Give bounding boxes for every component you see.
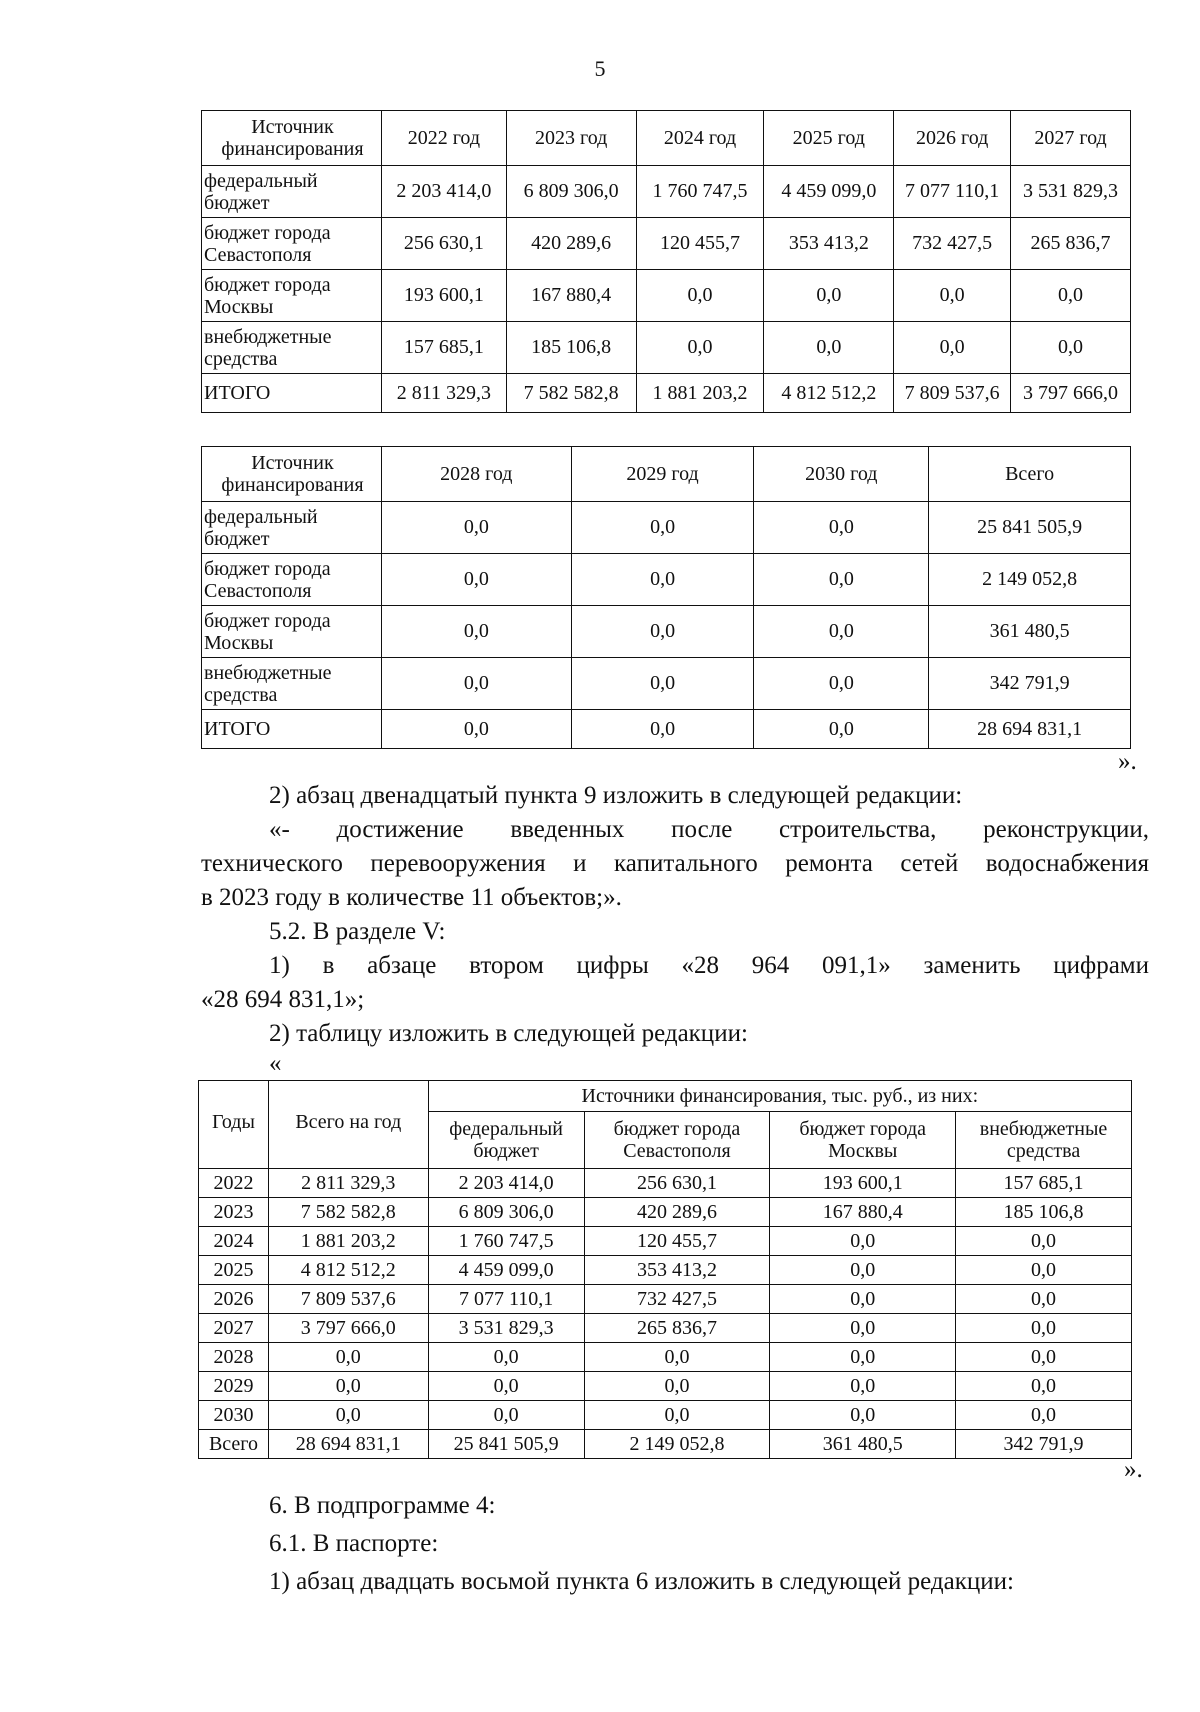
- table-total-row: [202, 710, 1131, 749]
- table-row: [202, 658, 1131, 710]
- value-cell: 0,0: [636, 322, 764, 374]
- value-cell: 193 600,1: [770, 1169, 956, 1198]
- table-row: [202, 166, 1131, 218]
- value-cell: 0,0: [571, 502, 754, 554]
- paragraph: технического перевооружения и капитального ремонта сетей водоснабжения: [201, 850, 1149, 877]
- table-header-row: [199, 1081, 1132, 1112]
- header-cell: 2023 год: [506, 111, 636, 166]
- value-cell: 3 797 666,0: [268, 1314, 428, 1343]
- table-row: [199, 1314, 1132, 1343]
- header-cell: федеральный бюджет: [428, 1112, 584, 1169]
- page-number: 5: [594, 56, 606, 81]
- section-heading: 6. В подпрограмме 4:: [269, 1492, 496, 1519]
- value-cell: 0,0: [770, 1227, 956, 1256]
- value-cell: 7 582 582,8: [506, 374, 636, 413]
- table-header-row: [202, 111, 1131, 166]
- header-cell: Источник финансирования: [202, 111, 382, 166]
- table-row: [199, 1227, 1132, 1256]
- value-cell: 2 149 052,8: [584, 1430, 770, 1459]
- value-cell: 157 685,1: [956, 1169, 1132, 1198]
- header-cell: Всего на год: [268, 1081, 428, 1169]
- header-cell: 2030 год: [754, 447, 929, 502]
- value-cell: 0,0: [764, 270, 894, 322]
- value-cell: 0,0: [956, 1372, 1132, 1401]
- year-cell: 2029: [199, 1372, 269, 1401]
- value-cell: 265 836,7: [584, 1314, 770, 1343]
- value-cell: 167 880,4: [506, 270, 636, 322]
- table-row: [199, 1401, 1132, 1430]
- paragraph: «- достижение введенных после строительства, реконструкции,: [269, 816, 1149, 843]
- value-cell: 25 841 505,9: [428, 1430, 584, 1459]
- value-cell: 193 600,1: [381, 270, 506, 322]
- value-cell: 157 685,1: [381, 322, 506, 374]
- value-cell: 0,0: [381, 554, 571, 606]
- source-cell: бюджет города Севастополя: [202, 554, 382, 606]
- table-row: [199, 1285, 1132, 1314]
- value-cell: 2 203 414,0: [428, 1169, 584, 1198]
- value-cell: 0,0: [571, 554, 754, 606]
- value-cell: 732 427,5: [894, 218, 1011, 270]
- source-cell: внебюджетные средства: [202, 322, 382, 374]
- value-cell: 120 455,7: [584, 1227, 770, 1256]
- table-row: [202, 554, 1131, 606]
- value-cell: 0,0: [571, 658, 754, 710]
- value-cell: 185 106,8: [956, 1198, 1132, 1227]
- value-cell: 0,0: [770, 1314, 956, 1343]
- financing-table-2022-2027: [201, 110, 1131, 413]
- value-cell: 1 760 747,5: [428, 1227, 584, 1256]
- value-cell: 7 809 537,6: [894, 374, 1011, 413]
- header-cell: Годы: [199, 1081, 269, 1169]
- section-heading: 6.1. В паспорте:: [269, 1530, 439, 1557]
- value-cell: 0,0: [754, 710, 929, 749]
- header-cell: внебюджетные средства: [956, 1112, 1132, 1169]
- table-row: [199, 1372, 1132, 1401]
- value-cell: 2 149 052,8: [929, 554, 1131, 606]
- header-cell: 2026 год: [894, 111, 1011, 166]
- value-cell: 0,0: [754, 502, 929, 554]
- year-cell: 2022: [199, 1169, 269, 1198]
- opening-quote: «: [269, 1050, 282, 1077]
- value-cell: 0,0: [754, 554, 929, 606]
- value-cell: 0,0: [956, 1401, 1132, 1430]
- source-cell: ИТОГО: [202, 374, 382, 413]
- closing-quote: ».: [1118, 748, 1137, 775]
- header-cell: 2024 год: [636, 111, 764, 166]
- value-cell: 0,0: [1011, 270, 1131, 322]
- value-cell: 0,0: [381, 606, 571, 658]
- value-cell: 0,0: [956, 1285, 1132, 1314]
- table-row: [199, 1169, 1132, 1198]
- value-cell: 185 106,8: [506, 322, 636, 374]
- year-cell: 2025: [199, 1256, 269, 1285]
- table-row: [199, 1256, 1132, 1285]
- value-cell: 2 811 329,3: [268, 1169, 428, 1198]
- value-cell: 0,0: [381, 710, 571, 749]
- value-cell: 4 812 512,2: [268, 1256, 428, 1285]
- value-cell: 342 791,9: [929, 658, 1131, 710]
- header-cell: 2027 год: [1011, 111, 1131, 166]
- table-row: [202, 502, 1131, 554]
- financing-table-2028-2030: [201, 446, 1131, 749]
- table-row: [202, 270, 1131, 322]
- value-cell: 256 630,1: [381, 218, 506, 270]
- header-cell: Источник финансирования: [202, 447, 382, 502]
- year-cell: 2024: [199, 1227, 269, 1256]
- value-cell: 7 809 537,6: [268, 1285, 428, 1314]
- source-cell: федеральный бюджет: [202, 502, 382, 554]
- year-cell: 2028: [199, 1343, 269, 1372]
- value-cell: 361 480,5: [929, 606, 1131, 658]
- header-cell: 2025 год: [764, 111, 894, 166]
- value-cell: 732 427,5: [584, 1285, 770, 1314]
- value-cell: 1 881 203,2: [268, 1227, 428, 1256]
- paragraph: в 2023 году в количестве 11 объектов;».: [201, 884, 622, 911]
- value-cell: 342 791,9: [956, 1430, 1132, 1459]
- value-cell: 0,0: [381, 502, 571, 554]
- header-cell: 2022 год: [381, 111, 506, 166]
- value-cell: 0,0: [571, 710, 754, 749]
- value-cell: 0,0: [770, 1256, 956, 1285]
- value-cell: 0,0: [770, 1285, 956, 1314]
- value-cell: 3 797 666,0: [1011, 374, 1131, 413]
- value-cell: 0,0: [754, 606, 929, 658]
- value-cell: 0,0: [428, 1372, 584, 1401]
- value-cell: 1 881 203,2: [636, 374, 764, 413]
- financing-by-year-table: [198, 1080, 1132, 1459]
- value-cell: 0,0: [1011, 322, 1131, 374]
- table-total-row: [199, 1430, 1132, 1459]
- paragraph: 2) таблицу изложить в следующей редакции:: [269, 1020, 748, 1047]
- value-cell: 3 531 829,3: [1011, 166, 1131, 218]
- source-cell: внебюджетные средства: [202, 658, 382, 710]
- value-cell: 0,0: [584, 1401, 770, 1430]
- value-cell: 0,0: [636, 270, 764, 322]
- value-cell: 2 811 329,3: [381, 374, 506, 413]
- value-cell: 25 841 505,9: [929, 502, 1131, 554]
- header-cell: бюджет города Москвы: [770, 1112, 956, 1169]
- value-cell: 420 289,6: [506, 218, 636, 270]
- value-cell: 28 694 831,1: [268, 1430, 428, 1459]
- table-row: [202, 606, 1131, 658]
- value-cell: 256 630,1: [584, 1169, 770, 1198]
- value-cell: 0,0: [956, 1256, 1132, 1285]
- table-row: [199, 1198, 1132, 1227]
- paragraph: «28 694 831,1»;: [201, 986, 365, 1013]
- value-cell: 0,0: [428, 1343, 584, 1372]
- closing-quote: ».: [1124, 1456, 1143, 1483]
- value-cell: 120 455,7: [636, 218, 764, 270]
- value-cell: 265 836,7: [1011, 218, 1131, 270]
- value-cell: 353 413,2: [764, 218, 894, 270]
- value-cell: 0,0: [956, 1227, 1132, 1256]
- value-cell: 0,0: [584, 1343, 770, 1372]
- value-cell: 4 459 099,0: [764, 166, 894, 218]
- value-cell: 4 459 099,0: [428, 1256, 584, 1285]
- value-cell: 0,0: [268, 1343, 428, 1372]
- value-cell: 2 203 414,0: [381, 166, 506, 218]
- value-cell: 7 077 110,1: [428, 1285, 584, 1314]
- source-cell: бюджет города Москвы: [202, 270, 382, 322]
- year-cell: Всего: [199, 1430, 269, 1459]
- value-cell: 0,0: [770, 1343, 956, 1372]
- table-row: [202, 218, 1131, 270]
- value-cell: 0,0: [956, 1343, 1132, 1372]
- value-cell: 0,0: [770, 1372, 956, 1401]
- value-cell: 0,0: [571, 606, 754, 658]
- year-cell: 2030: [199, 1401, 269, 1430]
- value-cell: 0,0: [268, 1401, 428, 1430]
- table-row: [202, 322, 1131, 374]
- value-cell: 0,0: [268, 1372, 428, 1401]
- value-cell: 361 480,5: [770, 1430, 956, 1459]
- header-cell: 2028 год: [381, 447, 571, 502]
- value-cell: 167 880,4: [770, 1198, 956, 1227]
- value-cell: 0,0: [770, 1401, 956, 1430]
- value-cell: 6 809 306,0: [506, 166, 636, 218]
- source-cell: ИТОГО: [202, 710, 382, 749]
- paragraph: 2) абзац двенадцатый пункта 9 изложить в следующей редакции:: [269, 782, 963, 809]
- year-cell: 2026: [199, 1285, 269, 1314]
- value-cell: 0,0: [956, 1314, 1132, 1343]
- value-cell: 0,0: [428, 1401, 584, 1430]
- value-cell: 420 289,6: [584, 1198, 770, 1227]
- source-cell: бюджет города Севастополя: [202, 218, 382, 270]
- paragraph: 1) абзац двадцать восьмой пункта 6 изложить в следующей редакции:: [269, 1568, 1014, 1595]
- source-cell: бюджет города Москвы: [202, 606, 382, 658]
- source-cell: федеральный бюджет: [202, 166, 382, 218]
- year-cell: 2023: [199, 1198, 269, 1227]
- value-cell: 7 582 582,8: [268, 1198, 428, 1227]
- value-cell: 0,0: [894, 322, 1011, 374]
- header-cell: бюджет города Севастополя: [584, 1112, 770, 1169]
- value-cell: 0,0: [894, 270, 1011, 322]
- year-cell: 2027: [199, 1314, 269, 1343]
- header-cell: Источники финансирования, тыс. руб., из них:: [428, 1081, 1131, 1112]
- value-cell: 353 413,2: [584, 1256, 770, 1285]
- value-cell: 0,0: [754, 658, 929, 710]
- table-header-row: [202, 447, 1131, 502]
- value-cell: 4 812 512,2: [764, 374, 894, 413]
- value-cell: 28 694 831,1: [929, 710, 1131, 749]
- header-cell: 2029 год: [571, 447, 754, 502]
- value-cell: 7 077 110,1: [894, 166, 1011, 218]
- header-cell: Всего: [929, 447, 1131, 502]
- value-cell: 0,0: [381, 658, 571, 710]
- paragraph: 1) в абзаце втором цифры «28 964 091,1» заменить цифрами: [269, 952, 1149, 979]
- value-cell: 0,0: [764, 322, 894, 374]
- table-total-row: [202, 374, 1131, 413]
- value-cell: 0,0: [584, 1372, 770, 1401]
- value-cell: 3 531 829,3: [428, 1314, 584, 1343]
- value-cell: 1 760 747,5: [636, 166, 764, 218]
- section-heading: 5.2. В разделе V:: [269, 918, 446, 945]
- value-cell: 6 809 306,0: [428, 1198, 584, 1227]
- table-row: [199, 1343, 1132, 1372]
